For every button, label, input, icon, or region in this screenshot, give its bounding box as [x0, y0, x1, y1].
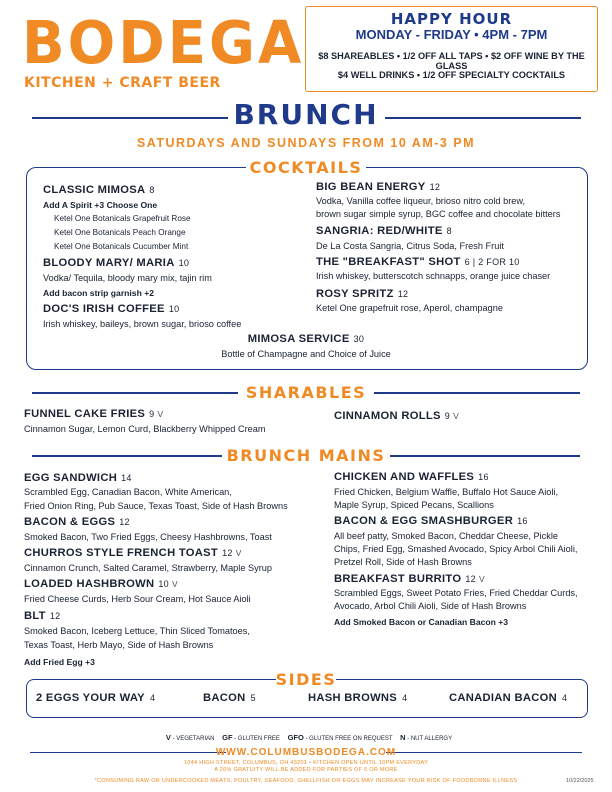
page-subtitle: SATURDAYS AND SUNDAYS FROM 10 AM-3 PM [136, 136, 476, 150]
menu-item-desc: Scrambled Egg, Canadian Bacon, White American, [24, 487, 232, 497]
menu-item-desc: All beef patty, Smoked Bacon, Cheddar Cheese, Pickle [334, 531, 559, 541]
menu-item-desc: Bottle of Champagne and Choice of Juice [221, 349, 391, 359]
menu-item-addon: Add bacon strip garnish +2 [43, 288, 155, 298]
sharables-heading: SHARABLES [245, 383, 367, 402]
page-title: BRUNCH [233, 98, 379, 131]
menu-item-name: CLASSIC MIMOSA 8 [43, 184, 155, 196]
menu-item-desc: Chips, Fried Egg, Smashed Avocado, Spicy Arbol Chili Aioli, [334, 544, 578, 554]
side-item: CANADIAN BACON 4 [449, 692, 568, 704]
menu-item-option: Ketel One Botanicals Cucumber Mint [54, 242, 189, 251]
menu-item-desc: Avocado, Arbol Chili Aioli, Side of Hash Browns [334, 601, 527, 611]
happy-hour-line-1: $8 SHAREABLES • 1/2 OFF ALL TAPS • $2 OFF WINE BY THE GLASS [318, 51, 585, 71]
menu-item-addon: Add Fried Egg +3 [24, 657, 95, 667]
happy-hour-line-2: $4 WELL DRINKS • 1/2 OFF SPECIALTY COCKTAILS [337, 70, 566, 80]
menu-item-desc: Fried Onion Ring, Pub Sauce, Texas Toast, Side of Hash Browns [24, 501, 288, 511]
happy-hour-hours: MONDAY - FRIDAY • 4PM - 7PM [355, 27, 548, 42]
menu-item-desc: Cinnamon Crunch, Salted Caramel, Strawberry, Maple Syrup [24, 563, 272, 573]
menu-item-desc: Irish whiskey, butterscotch schnapps, orange juice chaser [316, 271, 551, 281]
address-text: 1044 HIGH STREET, COLUMBUS, OH 43201 • KITCHEN OPEN UNTIL 10PM EVERYDAY [183, 760, 429, 766]
menu-item-desc: Maple Syrup, Spiced Pecans, Scallions [334, 500, 494, 510]
menu-item-desc: brown sugar simple syrup, BGC coffee and chocolate bitters [316, 209, 561, 219]
menu-item-name: BACON & EGGS 12 [24, 516, 130, 528]
side-item: 2 EGGS YOUR WAY 4 [36, 692, 156, 704]
menu-date: 10/22/2025 [566, 778, 594, 784]
menu-item-name: CINNAMON ROLLS 9 V [334, 410, 460, 422]
menu-item-desc: Texas Toast, Herb Mayo, Side of Hash Browns [24, 640, 214, 650]
menu-item-desc: Irish whiskey, baileys, brown sugar, brioso coffee [43, 319, 242, 329]
menu-item-desc: Vodka, Vanilla coffee liqueur, brioso nitro cold brew, [316, 196, 526, 206]
menu-item-addon: Add Smoked Bacon or Canadian Bacon +3 [334, 617, 509, 627]
menu-item-name: BLT 12 [24, 610, 61, 622]
menu-item-option: Ketel One Botanicals Grapefruit Rose [54, 214, 191, 223]
menu-item-name: ROSY SPRITZ 12 [316, 288, 409, 300]
menu-item-name: BACON & EGG SMASHBURGER 16 [334, 515, 528, 527]
sides-heading: SIDES [275, 670, 337, 689]
tagline: KITCHEN + CRAFT BEER [24, 75, 221, 91]
menu-item-name: BLOODY MARY/ MARIA 10 [43, 257, 190, 269]
menu-item-name: LOADED HASHBROWN 10 V [24, 578, 178, 590]
menu-item-desc: Scrambled Eggs, Sweet Potato Fries, Fried Cheddar Curds, [334, 588, 578, 598]
cocktails-heading: COCKTAILS [249, 158, 363, 177]
brunch-mains-heading: BRUNCH MAINS [226, 446, 386, 465]
dietary-legend: V - VEGETARIAN GF - GLUTEN FREE GFO - GLUTEN FREE ON REQUEST N - NUT ALLERGY [165, 733, 453, 742]
menu-item-name: SANGRIA: RED/WHITE 8 [316, 225, 452, 237]
menu-item-desc: Vodka/ Tequila, bloody mary mix, tajin rim [43, 273, 212, 283]
menu-item-name: DOC'S IRISH COFFEE 10 [43, 303, 180, 315]
menu-item-desc: Fried Cheese Curds, Herb Sour Cream, Hot Sauce Aioli [24, 594, 251, 604]
menu-item-name: MIMOSA SERVICE 30 [247, 333, 365, 345]
menu-item-desc: Ketel One grapefruit rose, Aperol, champagne [316, 303, 503, 313]
website-link[interactable]: WWW.COLUMBUSBODEGA.COM [215, 747, 397, 758]
menu-item-option: Ketel One Botanicals Peach Orange [54, 228, 186, 237]
menu-item-name: CHICKEN AND WAFFLES 16 [334, 471, 489, 483]
menu-item-addon: Add A Spirit +3 Choose One [43, 200, 158, 210]
menu-item-name: THE "BREAKFAST" SHOT 6 | 2 FOR 10 [316, 256, 520, 268]
menu-item-name: FUNNEL CAKE FRIES 9 V [24, 408, 164, 420]
logo: BODEGA [22, 9, 305, 78]
menu-item-desc: Cinnamon Sugar, Lemon Curd, Blackberry Whipped Cream [24, 424, 266, 434]
menu-item-desc: Smoked Bacon, Iceberg Lettuce, Thin Sliced Tomatoes, [24, 626, 250, 636]
menu-item-name: BIG BEAN ENERGY 12 [316, 181, 441, 193]
menu-item-desc: De La Costa Sangria, Citrus Soda, Fresh Fruit [316, 241, 504, 251]
happy-hour-title: HAPPY HOUR [390, 10, 513, 28]
side-item: BACON 5 [203, 692, 256, 704]
menu-item-desc: Smoked Bacon, Two Fried Eggs, Cheesy Hashbrowns, Toast [24, 532, 272, 542]
gratuity-text: A 20% GRATUITY WILL BE ADDED FOR PARTIES OF 6 OR MORE [214, 767, 398, 773]
menu-item-name: BREAKFAST BURRITO 12 V [334, 573, 485, 585]
menu-item-name: EGG SANDWICH 14 [24, 472, 132, 484]
menu-item-desc: Fried Chicken, Belgium Waffle, Buffalo Hot Sauce Aioli, [334, 487, 559, 497]
menu-item-desc: Pretzel Roll, Side of Hash Browns [334, 557, 472, 567]
menu-item-name: CHURROS STYLE FRENCH TOAST 12 V [24, 547, 242, 559]
side-item: HASH BROWNS 4 [308, 692, 408, 704]
food-warning: *CONSUMING RAW OR UNDERCOOKED MEATS, POULTRY, SEAFOOD, SHELLFISH OR EGGS MAY INCREASE YOUR RISK OF FOODBORNE ILLNESS [94, 778, 518, 784]
